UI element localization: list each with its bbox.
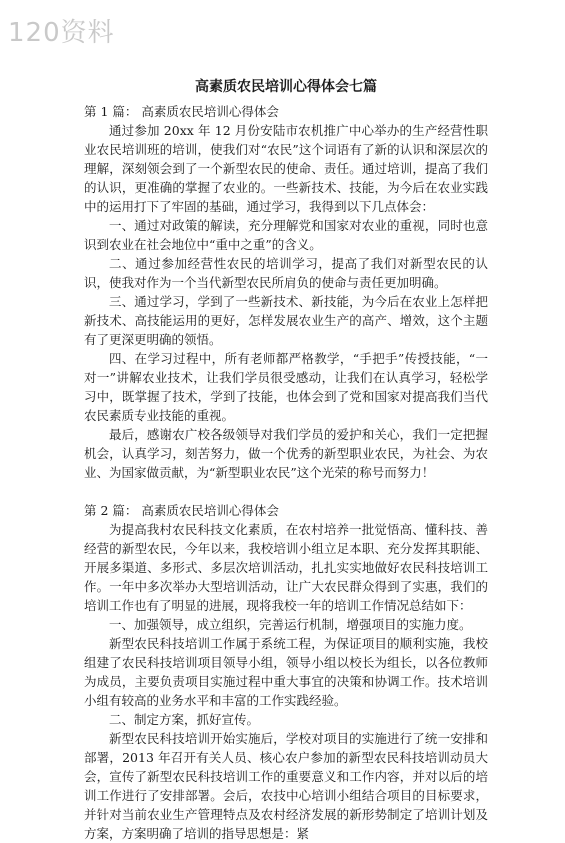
paragraph: 二、通过参加经营性农民的培训学习，提高了我们对新型农民的认识，使我对作为一个当代新型农民所肩负的使命与责任更加明确。: [84, 256, 488, 290]
paragraph: 一、加强领导，成立组织，完善运行机制，增强项目的实施力度。: [109, 617, 472, 632]
paragraph: 一、通过对政策的解读，充分理解党和国家对农业的重视，同时也意识到农业在社会地位中“重中之重”的含义。: [84, 218, 488, 252]
document-title: 高素质农民培训心得体会七篇: [195, 79, 377, 95]
document-page: [84, 76, 488, 843]
paragraph: 通过参加 20xx 年 12 月份安陆市农机推广中心举办的生产经营性职业农民培训班的培训，使我们对“农民”这个词语有了新的认识和深层次的理解，深刻领会到了一个新型农民的使命、责任。通过培训，提高了我们的认识，更准确的掌握了农业的。一些新技术、技能，为今后在农业实践中的运用打下了牢固的基础，通过学习，我得到以下几点体会：: [84, 123, 488, 214]
paragraph: 最后，感谢农广校各级领导对我们学员的爱护和关心，我们一定把握机会，认真学习，刻苦努力，做一个优秀的新型职业农民，为社会、为农业、为国家做贡献，为“新型职业农民”这个光荣的称号而努力！: [84, 427, 488, 480]
section-1-heading: 第 1 篇： 高素质农民培训心得体会: [84, 104, 279, 119]
paragraph: 新型农民科技培训工作属于系统工程，为保证项目的顺利实施，我校组建了农民科技培训项目领导小组，领导小组以校长为组长，以各位教师为成员，主要负责项目实施过程中重大事宜的决策和协调工作。技术培训小组有较高的业务水平和丰富的工作实践经验。: [84, 636, 488, 708]
section-gap: [84, 482, 488, 501]
paragraph: 二、制定方案，抓好宣传。: [109, 712, 260, 727]
paragraph: 为提高我村农民科技文化素质，在农村培养一批觉悟高、懂科技、善经营的新型农民，今年以来，我校培训小组立足本职、充分发挥其职能、开展多渠道、多形式、多层次培训活动，扎扎实实地做好农民科技培训工作。一年中多次举办大型培训活动，让广大农民群众得到了实惠，我们的培训工作也有了明显的进展，现将我校一年的培训工作情况总结如下：: [84, 522, 488, 613]
section-2: [84, 501, 488, 843]
paragraph: 新型农民科技培训开始实施后，学校对项目的实施进行了统一安排和部署，2013 年召开有关人员、核心农户参加的新型农民科技培训动员大会，宣传了新型农民科技培训工作的重要意义和工作内容，并对以后的培训工作进行了安排部署。会后，农技中心培训小组结合项目的目标要求，并针对当前农业生产管理特点及农村经济发展的新形势制定了培训计划及方案，方案明确了培训的指导思想是：紧: [84, 731, 488, 841]
paragraph: 四、在学习过程中，所有老师都严格教学，“手把手”传授技能，“一对一”讲解农业技术，让我们学员很受感动，让我们在认真学习，轻松学习中，既掌握了技术，学到了技能，也体会到了党和国家对提高我们当代农民素质专业技能的重视。: [84, 351, 488, 423]
section-1: [84, 102, 488, 482]
paragraph: 三、通过学习，学到了一些新技术、新技能，为今后在农业上怎样把新技术、高技能运用的更好，怎样发展农业生产的高产、增效，这个主题有了更深更明确的领悟。: [84, 294, 488, 347]
section-2-heading: 第 2 篇： 高素质农民培训心得体会: [84, 503, 279, 518]
watermark: 120资料: [8, 18, 115, 48]
